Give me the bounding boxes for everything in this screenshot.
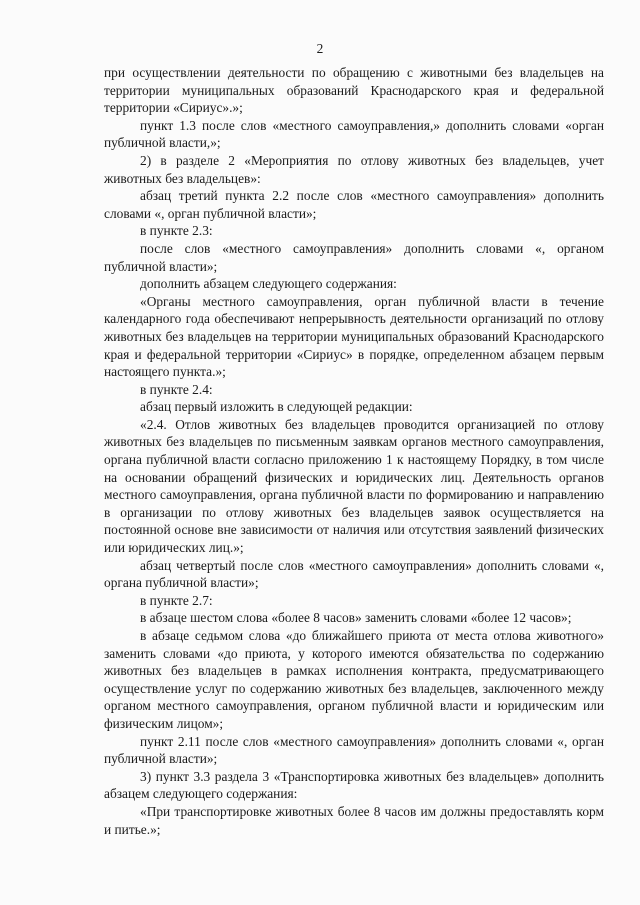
paragraph: в пункте 2.4: xyxy=(140,381,213,397)
paragraph: после слов «местного самоуправления» дополнить словами «, органом публичной власти»; xyxy=(104,240,604,274)
paragraph: 3) пункт 3.3 раздела 3 «Транспортировка животных без владельцев» дополнить абзацем следующего содержания: xyxy=(104,768,604,802)
paragraph: дополнить абзацем следующего содержания: xyxy=(140,276,397,292)
page-number: 2 xyxy=(316,41,324,56)
paragraph: абзац первый изложить в следующей редакции: xyxy=(140,399,413,415)
paragraph: в абзаце седьмом слова «до ближайшего приюта от места отлова животного» заменить словами «до приюта, у которого имеются обязательства по содержанию животных без владельцев в рамках исполнения контракта, предусматривающего осуществление услуг по содержанию животных без владельцев, заключенного между органом местного самоуправления, органом публичной власти и юридическим или физическим лицом»; xyxy=(104,628,604,731)
paragraph: «Органы местного самоуправления, орган публичной власти в течение календарного года обеспечивают непрерывность деятельности организаций по отлову животных без владельцев на территории муниципальных образований Краснодарского края и федеральной территории «Сириус» в порядке, определенном абзацем первым настоящего пункта.»; xyxy=(104,293,604,380)
paragraph: абзац третий пункта 2.2 после слов «местного самоуправления» дополнить словами «, орган публичной власти»; xyxy=(104,188,604,221)
paragraph: при осуществлении деятельности по обращению с животными без владельцев на территории муниципальных образований Краснодарского края и федеральной территории «Сириус».»; xyxy=(104,65,604,116)
paragraph: пункт 1.3 после слов «местного самоуправления,» дополнить словами «орган публичной власти,»; xyxy=(104,117,604,151)
paragraph: «При транспортировке животных более 8 часов им должны предоставлять корм и питье.»; xyxy=(104,803,604,837)
paragraph: 2) в разделе 2 «Мероприятия по отлову животных без владельцев, учет животных без владельцев»: xyxy=(104,152,604,186)
paragraph: в абзаце шестом слова «более 8 часов» заменить словами «более 12 часов»; xyxy=(140,610,572,626)
paragraph: «2.4. Отлов животных без владельцев проводится организацией по отлову животных без владельцев по письменным заявкам органов местного самоуправления, органа публичной власти согласно приложению 1 к настоящему Порядку, в том числе на основании обращений физических и юридических лиц. Деятельность органов местного самоуправления, органа публичной власти по формированию и направлению в организации по отлову животных без владельцев заявок осуществляется на постоянной основе вне зависимости от наличия или отсутствия заявлений физических или юридических лиц.»; xyxy=(104,416,604,556)
document-body xyxy=(104,64,604,838)
paragraph: абзац четвертый после слов «местного самоуправления» дополнить словами «, органа публичной власти»; xyxy=(104,557,604,591)
paragraph: в пункте 2.3: xyxy=(140,223,213,239)
paragraph: пункт 2.11 после слов «местного самоуправления» дополнить словами «, орган публичной власти»; xyxy=(104,733,604,767)
paragraph: в пункте 2.7: xyxy=(140,592,213,608)
